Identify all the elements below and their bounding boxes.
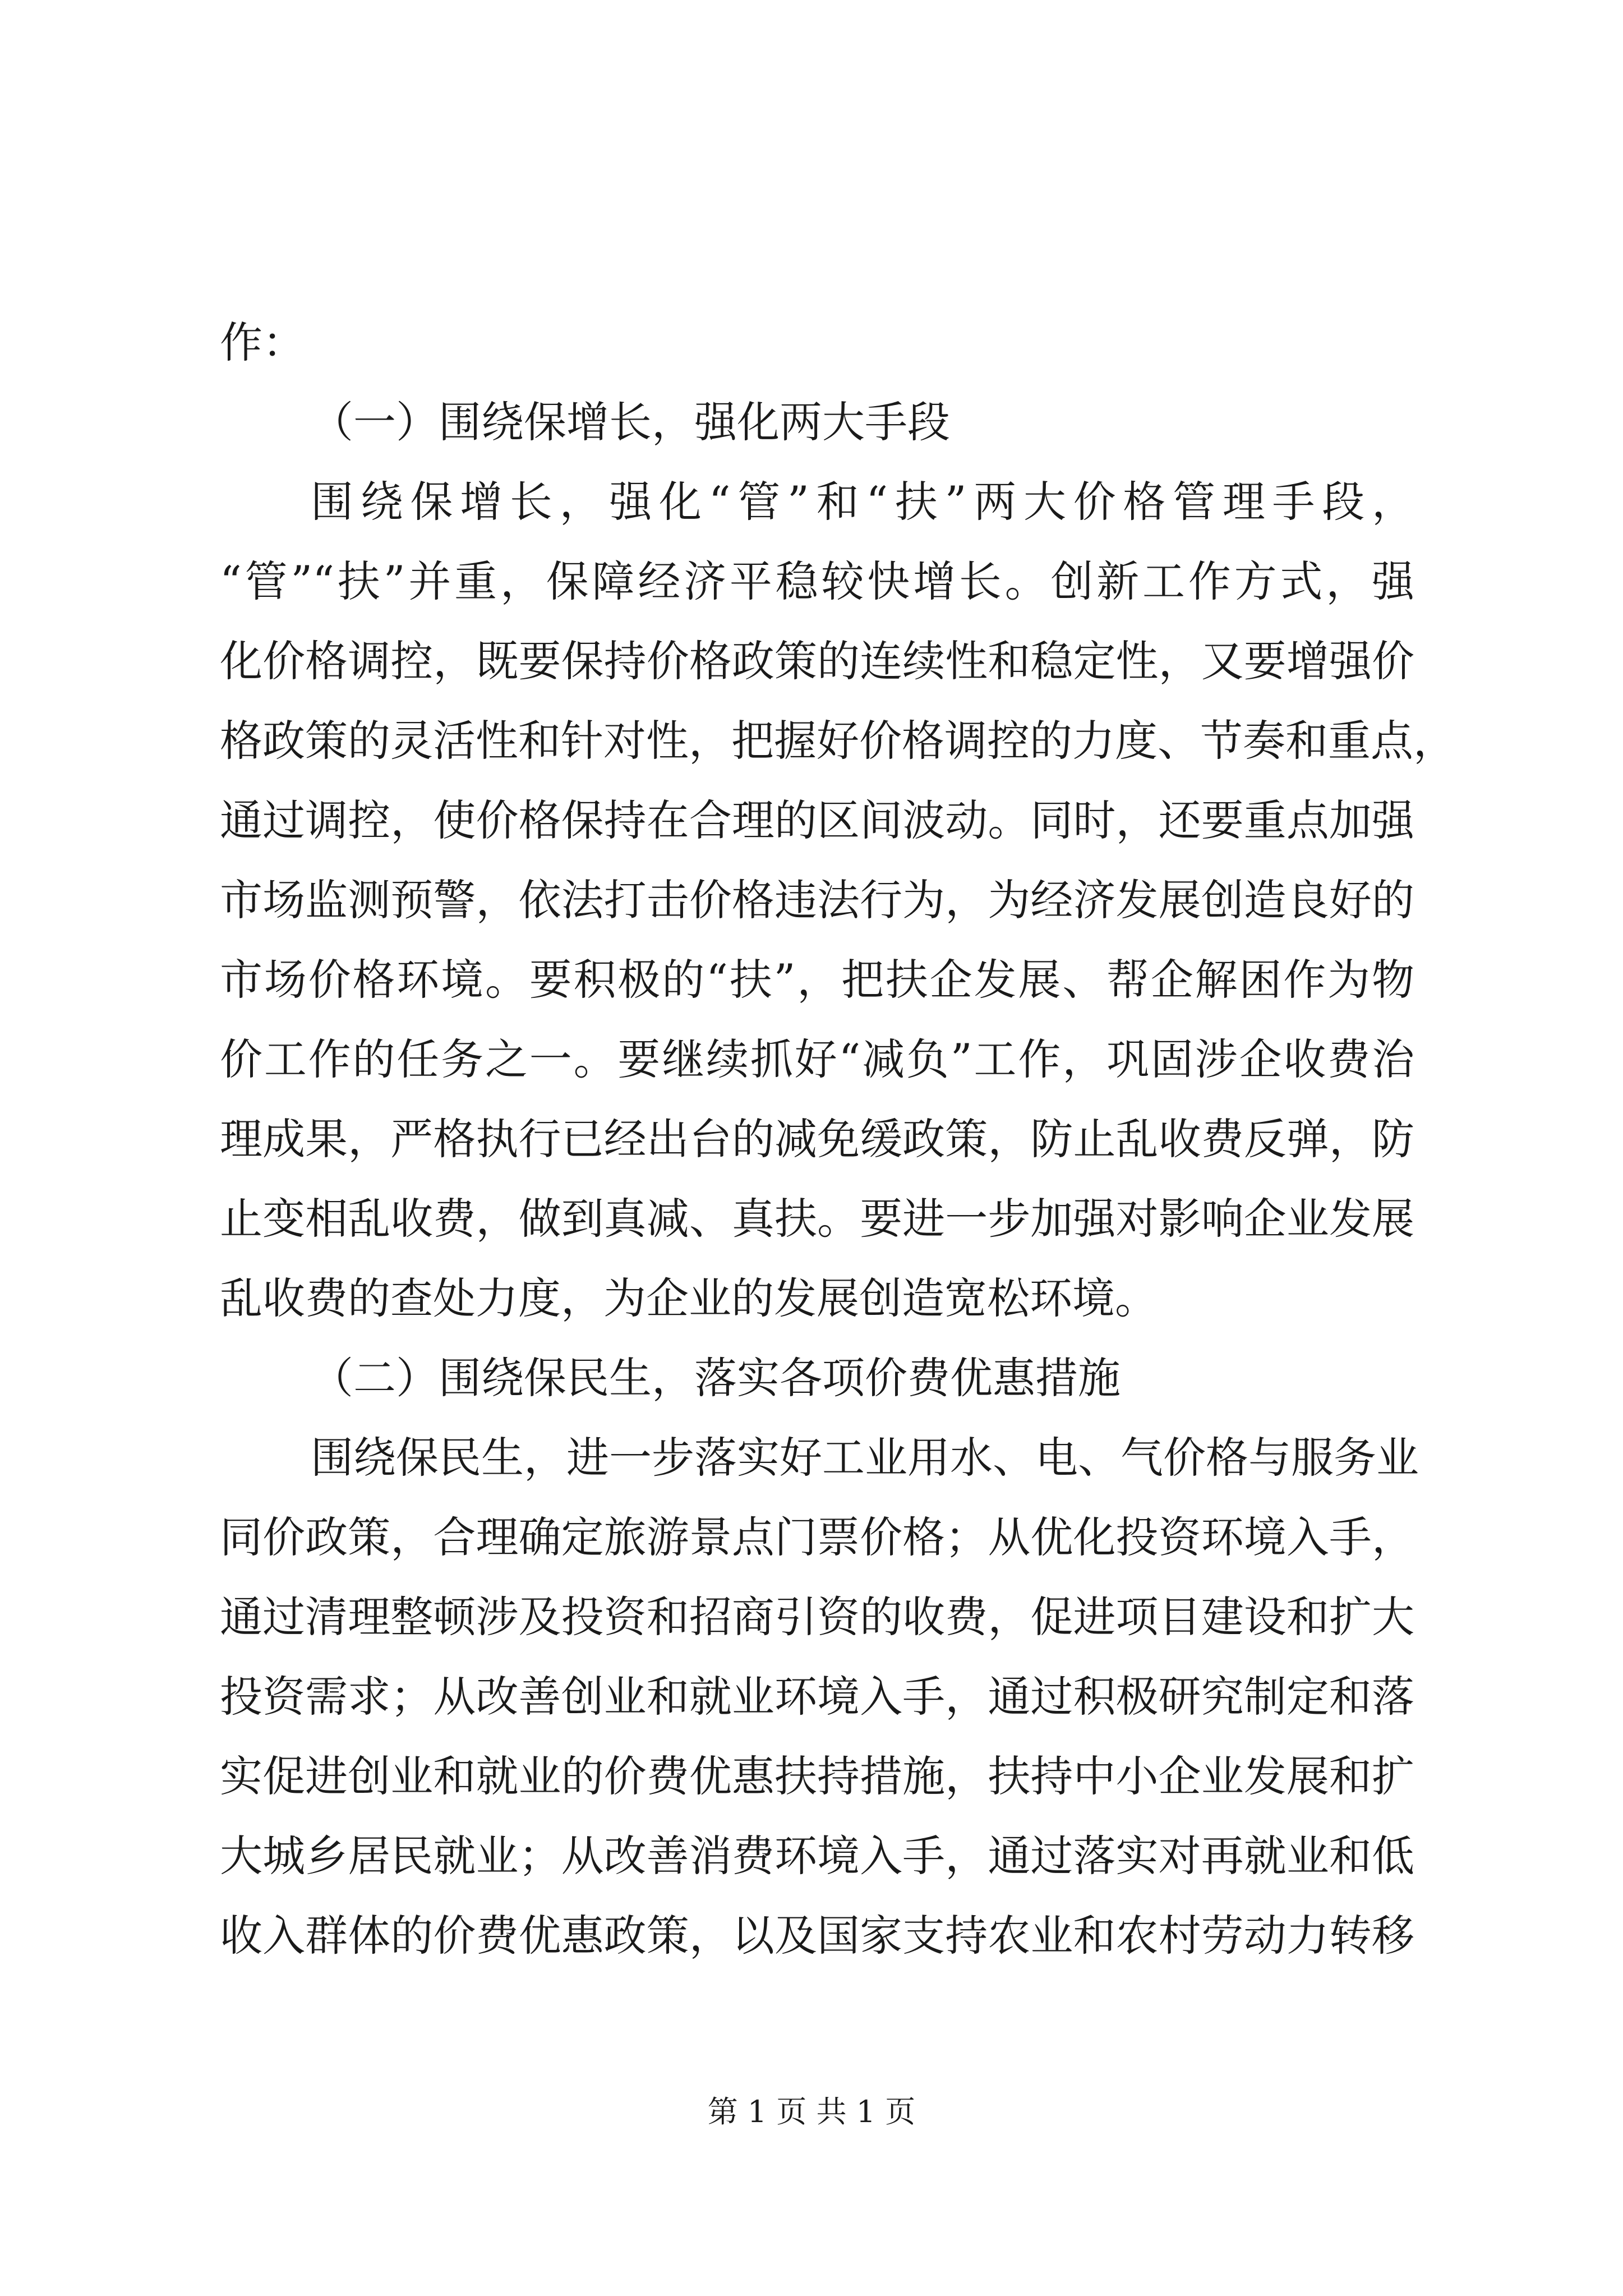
section-heading-1: （一）围绕保增长，强化两大手段 (311, 397, 950, 447)
paragraph-line: 化价格调控，既要保持价格政策的连续性和稳定性，又要增强价 (220, 636, 1414, 686)
paragraph-line: 格政策的灵活性和针对性，把握好价格调控的力度、节奏和重点， (220, 716, 1456, 766)
paragraph-line: 市场价格环境。要积极的“扶”，把扶企发展、帮企解困作为物 (220, 955, 1414, 1005)
paragraph-line: 收入群体的价费优惠政策，以及国家支持农业和农村劳动力转移 (220, 1911, 1414, 1961)
section-heading-2: （二）围绕保民生，落实各项价费优惠措施 (311, 1353, 1121, 1403)
paragraph-line: 大城乡居民就业；从改善消费环境入手，通过落实对再就业和低 (220, 1831, 1414, 1881)
paragraph-line-continuation: 作： (220, 318, 305, 367)
paragraph-line: 止变相乱收费，做到真减、真扶。要进一步加强对影响企业发展 (220, 1194, 1414, 1244)
paragraph-line: 围绕保民生，进一步落实好工业用水、电、气价格与服务业 (311, 1433, 1419, 1483)
paragraph-line: 通过清理整顿涉及投资和招商引资的收费，促进项目建设和扩大 (220, 1592, 1414, 1642)
paragraph-line-last: 乱收费的查处力度，为企业的发展创造宽松环境。 (220, 1273, 1158, 1323)
paragraph-line: 通过调控，使价格保持在合理的区间波动。同时，还要重点加强 (220, 795, 1414, 845)
document-body (220, 303, 1456, 1976)
paragraph-line: 理成果，严格执行已经出台的减免缓政策，防止乱收费反弹，防 (220, 1114, 1414, 1164)
paragraph-line: 实促进创业和就业的价费优惠扶持措施，扶持中小企业发展和扩 (220, 1751, 1414, 1801)
paragraph-line: 同价政策，合理确定旅游景点门票价格；从优化投资环境入手， (220, 1512, 1414, 1562)
paragraph-line: “管”“扶”并重，保障经济平稳较快增长。创新工作方式，强 (220, 556, 1414, 606)
paragraph-line: 围绕保增长，强化“管”和“扶”两大价格管理手段， (311, 477, 1414, 527)
paragraph-line: 价工作的任务之一。要继续抓好“减负”工作，巩固涉企收费治 (220, 1034, 1414, 1084)
page-number-footer: 第 1 页 共 1 页 (707, 2094, 916, 2129)
paragraph-line: 市场监测预警，依法打击价格违法行为，为经济发展创造良好的 (220, 875, 1414, 925)
paragraph-line: 投资需求；从改善创业和就业环境入手，通过积极研究制定和落 (220, 1672, 1414, 1722)
